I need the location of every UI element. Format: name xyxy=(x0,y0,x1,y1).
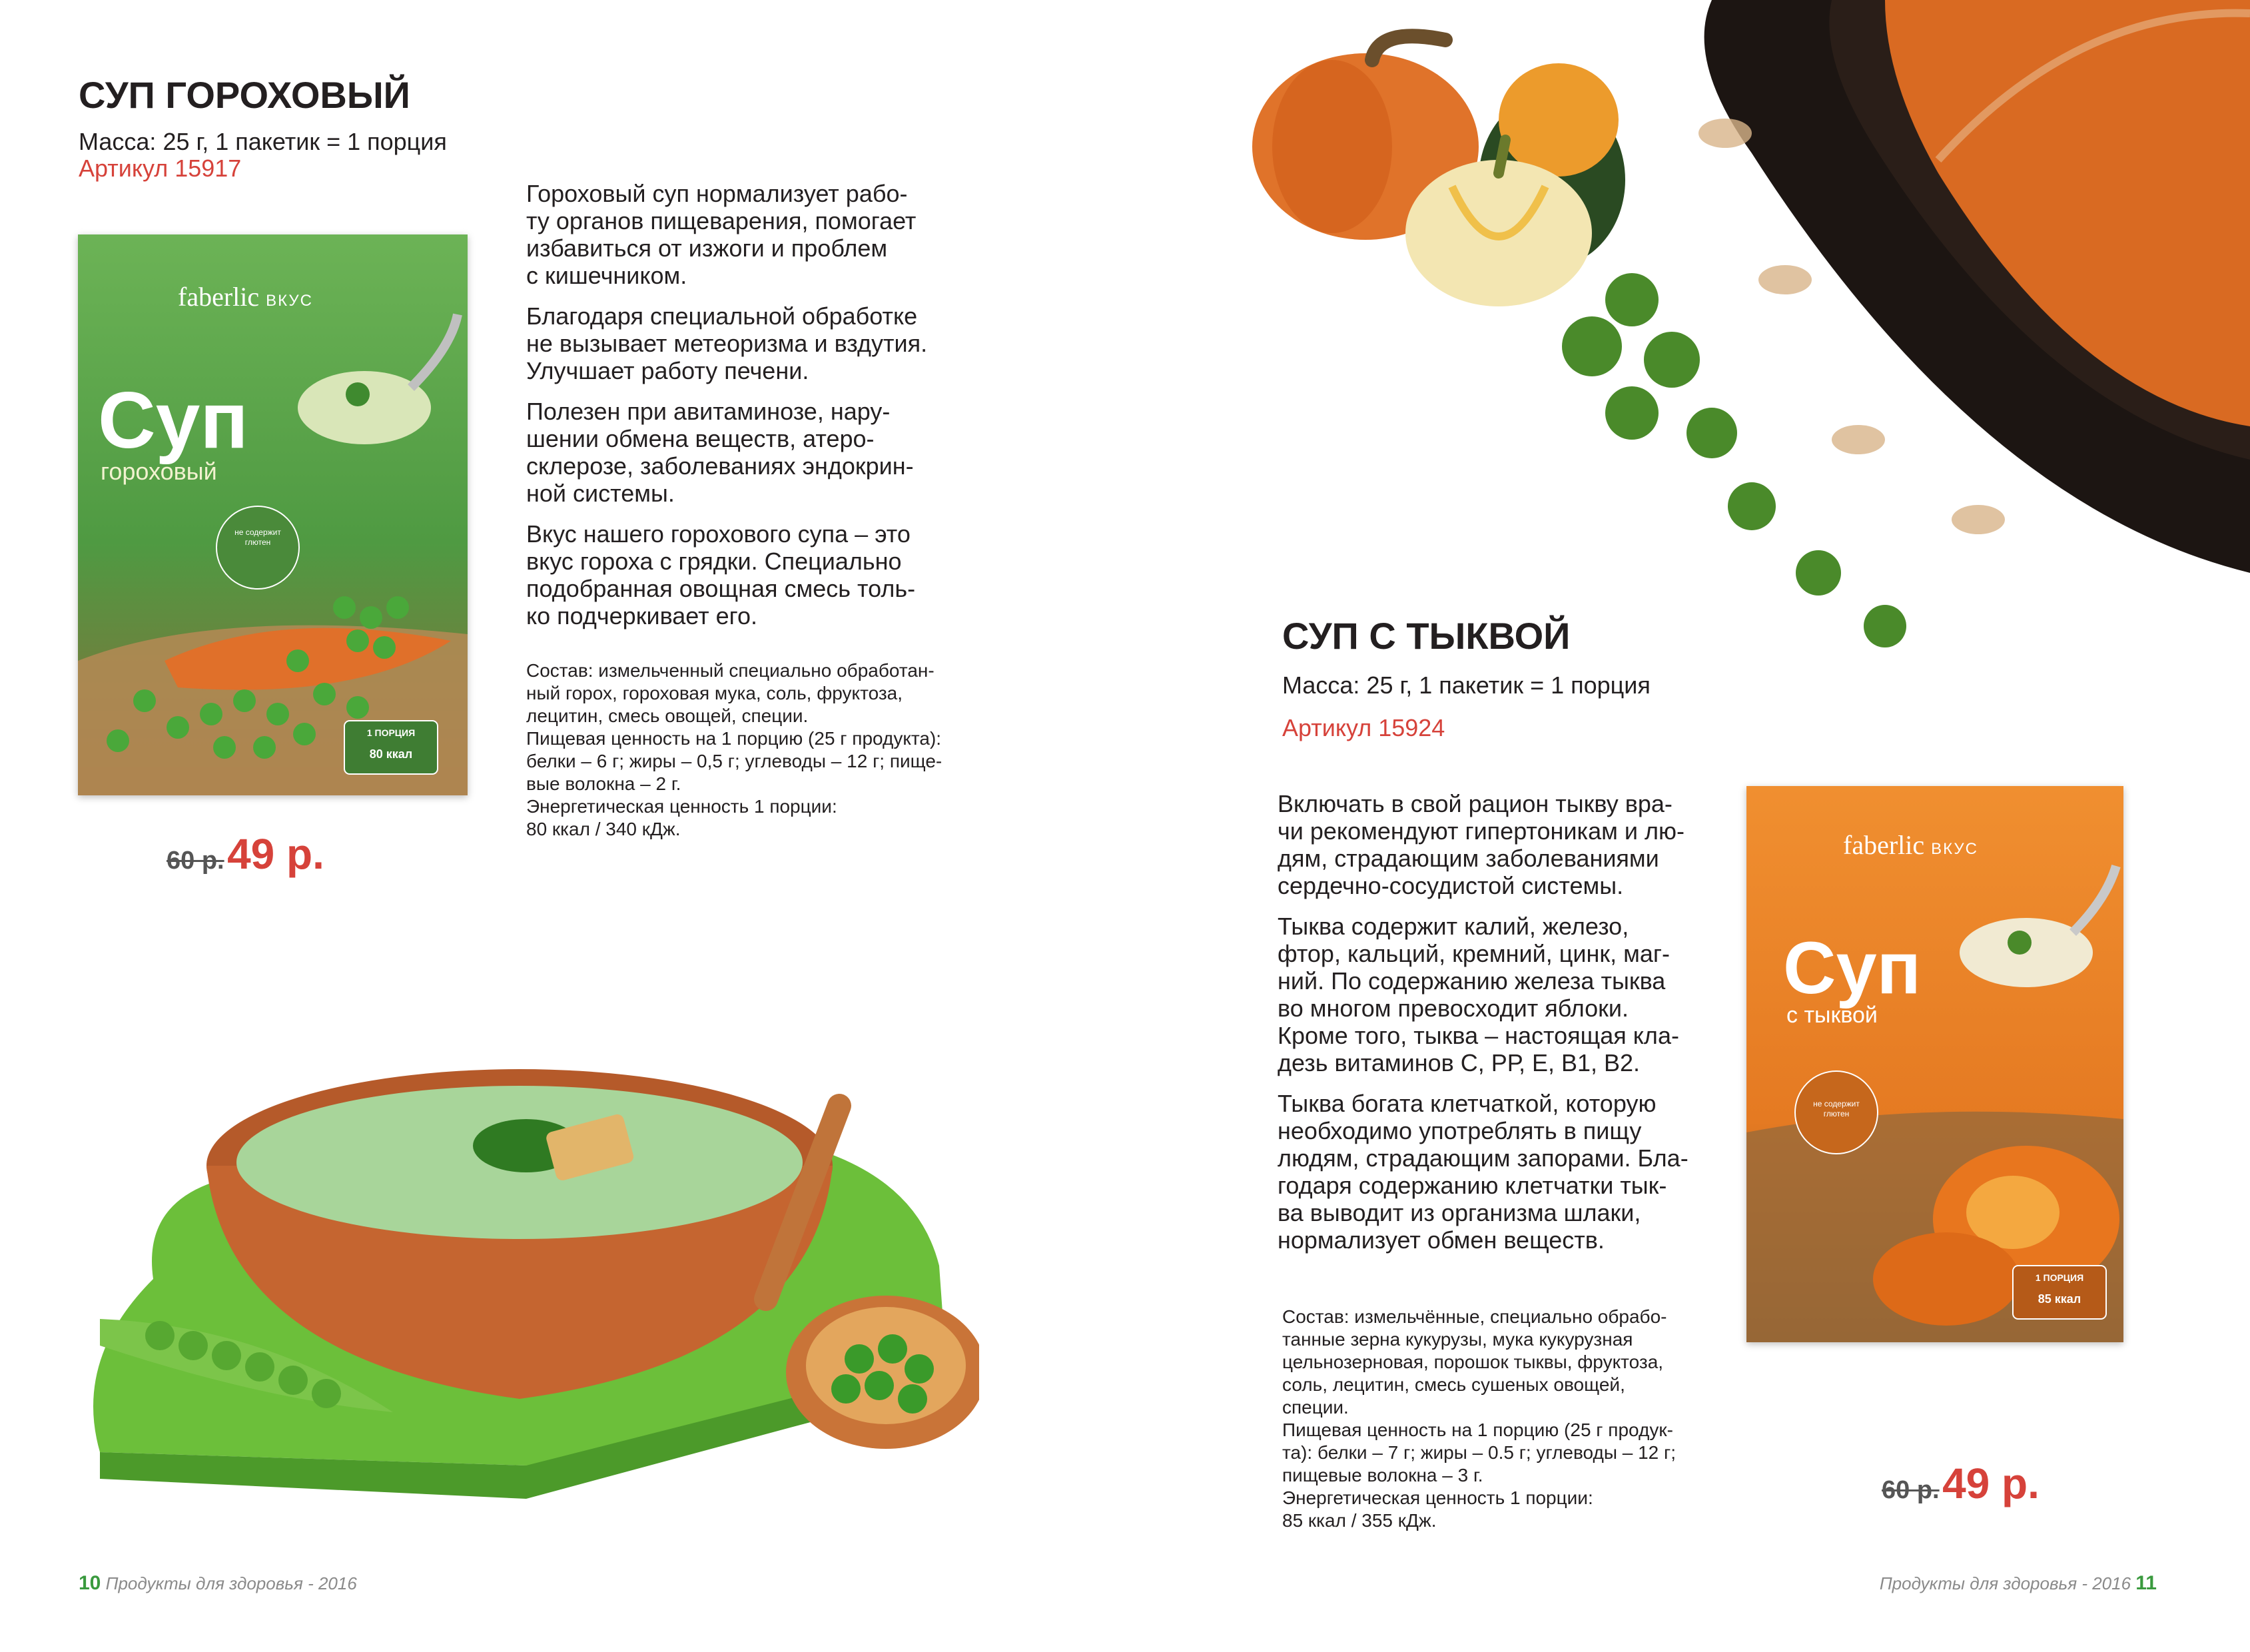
package-badge: не содержит глютен xyxy=(1813,1099,1860,1118)
package-kcal: 85 ккал xyxy=(2038,1292,2081,1306)
footer-text: Продукты для здоровья - 2016 xyxy=(1879,1573,2131,1593)
page-number: 10 xyxy=(79,1572,101,1594)
paragraph: Благодаря специальной обработке не вызывает метеоризма и вздутия. Улучшает работу печени. xyxy=(526,302,928,384)
pumpkin-soup-composition: Состав: измельчённые, специально обрабо- танные зерна кукурузы, мука кукурузная цельнозерновая, порошок тыквы, фруктоза, соль, лецитин, смесь сушеных овощей, специи. Пищевая ценность на 1 порцию (25 г продук- та): белки – 7 г; жиры – 0.5 г; углеводы – 12 г; пищевые волокна – 3 г. Энергетическая ценность 1 порции: 85 ккал / 355 кДж. xyxy=(1282,1306,1677,1531)
page-number: 11 xyxy=(2135,1572,2157,1594)
package-name: Суп xyxy=(1783,927,1922,1009)
package-portion: 1 ПОРЦИЯ xyxy=(2035,1272,2084,1283)
package-subtitle: гороховый xyxy=(101,458,217,485)
paragraph: Вкус нашего горохового супа – это вкус гороха с грядки. Специально подобранная овощная смесь толь- ко подчеркивает его. xyxy=(526,520,916,629)
pumpkin-soup-price xyxy=(1882,1459,2040,1508)
new-price: 49 р. xyxy=(1942,1459,2040,1507)
pumpkin-soup-plate-image xyxy=(1246,0,2250,719)
pumpkin-soup-mass: Масса: 25 г, 1 пакетик = 1 порция xyxy=(1282,671,1651,699)
paragraph: Тыква содержит калий, железо, фтор, кальций, кремний, цинк, маг- ний. По содержанию железа тыква во многом превосходит яблоки. Кроме того, тыква – настоящая кла- дезь витаминов С, РР, Е, В1, В2. xyxy=(1278,913,1679,1076)
pea-soup-title: СУП ГОРОХОВЫЙ xyxy=(79,74,410,116)
package-brand: faberlic xyxy=(178,282,260,312)
package-badge: не содержит глютен xyxy=(234,528,281,547)
paragraph: Гороховый суп нормализует рабо- ту органов пищеварения, помогает избавиться от изжоги и проблем с кишечником. xyxy=(526,180,917,289)
paragraph: Включать в свой рацион тыкву вра- чи рекомендуют гипертоникам и лю- дям, страдающим заболеваниями сердечно-сосудистой системы. xyxy=(1278,790,1685,899)
pea-soup-composition: Состав: измельченный специально обработан- ный горох, гороховая мука, соль, фруктоза, лецитин, смесь овощей, специи. Пищевая ценность на 1 порцию (25 г продукта): белки – 6 г; жиры – 0,5 г; углеводы – 12 г; пище- вые волокна – 2 г. Энергетическая ценность 1 порции: 80 ккал / 340 кДж. xyxy=(526,660,942,839)
package-name: Суп xyxy=(98,376,248,465)
pea-soup-bowl-image xyxy=(60,986,979,1532)
package-portion: 1 ПОРЦИЯ xyxy=(366,727,416,738)
right-page-footer xyxy=(1880,1572,2157,1595)
pea-soup-description xyxy=(526,180,992,643)
new-price: 49 р. xyxy=(227,830,324,878)
package-brand-suffix: ВКУС xyxy=(266,292,313,310)
paragraph: Тыква богата клетчаткой, которую необходимо употреблять в пищу людям, страдающим запорами. Бла- годаря содержанию клетчатки тык- ва выводит из организма шлаки, нормализует обмен веществ. xyxy=(1278,1090,1688,1254)
pea-soup-mass: Масса: 25 г, 1 пакетик = 1 порция xyxy=(79,128,447,155)
package-kcal: 80 ккал xyxy=(369,747,413,761)
pumpkin-soup-title: СУП С ТЫКВОЙ xyxy=(1282,615,1571,657)
pumpkin-soup-description xyxy=(1278,790,1757,1267)
pea-soup-article: Артикул 15917 xyxy=(79,155,242,182)
pea-soup-price xyxy=(167,829,324,879)
pumpkin-soup-article: Артикул 15924 xyxy=(1282,714,1445,741)
old-price: 60 р. xyxy=(167,847,224,875)
pumpkin-soup-package-art xyxy=(1746,786,2123,1342)
package-subtitle: с тыквой xyxy=(1786,1003,1878,1028)
package-brand: faberlic xyxy=(1843,830,1925,860)
old-price: 60 р. xyxy=(1882,1476,1940,1504)
footer-text: Продукты для здоровья - 2016 xyxy=(105,1573,357,1593)
pea-soup-package-art xyxy=(78,234,468,795)
pumpkin-soup-package-image xyxy=(1746,786,2123,1342)
paragraph: Полезен при авитаминозе, нару- шении обмена веществ, атеро- склерозе, заболеваниях эндокрин- ной системы. xyxy=(526,398,914,507)
left-page-footer xyxy=(79,1572,357,1595)
package-brand-suffix: ВКУС xyxy=(1931,840,1978,858)
pea-soup-package-image xyxy=(78,234,468,795)
